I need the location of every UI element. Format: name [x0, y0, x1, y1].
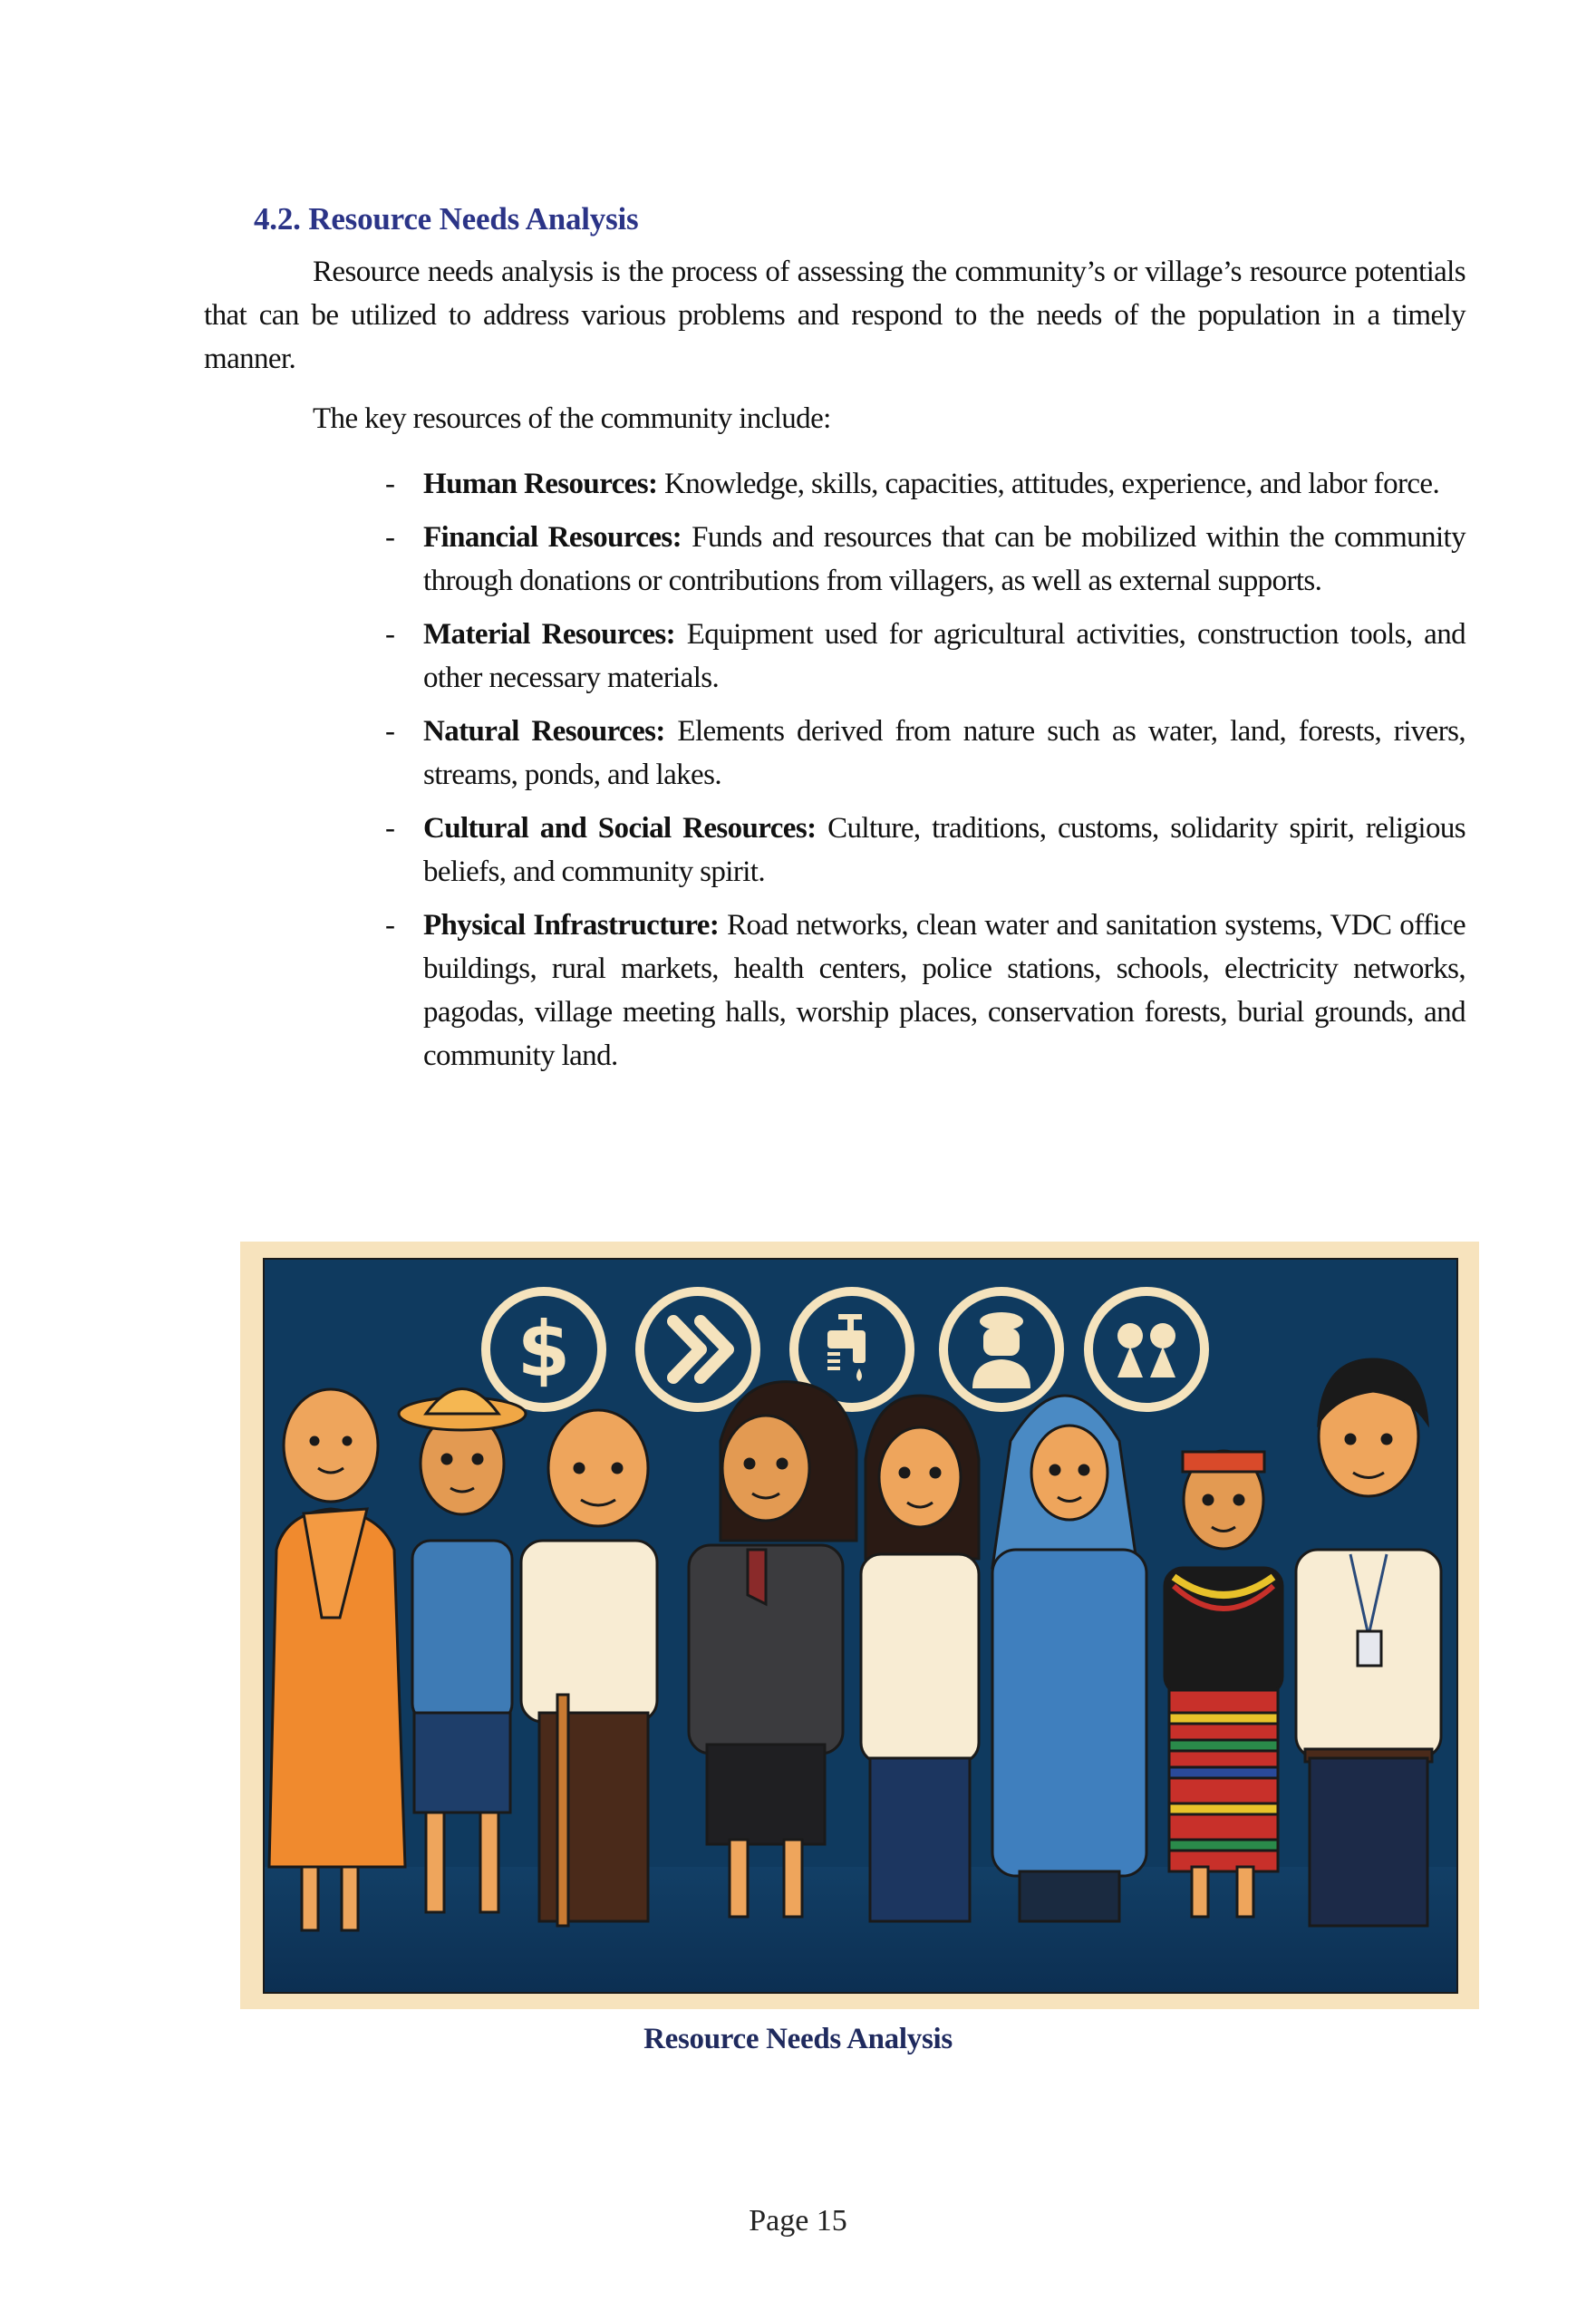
resource-term: Cultural and Social Resources: [423, 812, 817, 845]
figure-caption: Resource Needs Analysis [643, 2023, 953, 2055]
person-woman-hijab [992, 1396, 1146, 1921]
resource-description: Culture, traditions, customs, solidarity spirit, religious beliefs, and community spirit. [423, 812, 1466, 888]
list-item-material-resources [385, 613, 1465, 700]
list-item-human-resources [385, 462, 1465, 506]
community-illustration [240, 1242, 1479, 2009]
svg-text:$: $ [517, 1305, 571, 1394]
list-item-natural-resources [385, 710, 1465, 797]
list-item-physical-infrastructure [385, 904, 1465, 1078]
resource-list [385, 462, 1465, 1088]
bullet-dash: - [385, 618, 395, 651]
resource-description: Road networks, clean water and sanitation systems, VDC office buildings, rural markets, health centers, police stations, schools, electricity networks, pagodas, village meeting halls, worship places, conservation forests, burial grounds, and community land. [423, 909, 1466, 1072]
list-item-cultural-social-resources [385, 807, 1465, 894]
resource-description: Equipment used for agricultural activities, construction tools, and other necessary materials. [423, 618, 1466, 694]
person-man-badge [1296, 1359, 1441, 1926]
section-heading: 4.2. Resource Needs Analysis [254, 201, 639, 237]
resource-description: Elements derived from nature such as water, land, forests, rivers, streams, ponds, and lakes. [423, 715, 1465, 791]
list-item-financial-resources [385, 516, 1465, 603]
bullet-dash: - [385, 521, 395, 554]
resource-term: Financial Resources: [423, 521, 682, 554]
bullet-dash: - [385, 812, 395, 845]
resource-term: Physical Infrastructure: [423, 909, 720, 942]
intro-paragraph: Resource needs analysis is the process of assessing the community’s or village’s resource potentials that can be utilized to address various problems and respond to the needs of the population in a timely manner. [204, 256, 1465, 375]
resource-term: Material Resources: [423, 618, 676, 651]
page-number: Page 15 [749, 2204, 847, 2238]
resource-description: Funds and resources that can be mobilized within the community through donations or contributions from villagers, as well as external supports. [423, 521, 1465, 597]
bullet-dash: - [385, 715, 395, 748]
bullet-dash: - [385, 909, 395, 942]
bullet-dash: - [385, 468, 395, 500]
resource-term: Natural Resources: [423, 715, 665, 748]
person-young-woman [861, 1396, 979, 1921]
resource-description: Knowledge, skills, capacities, attitudes, experience, and labor force. [664, 468, 1440, 500]
list-intro: The key resources of the community include: [313, 402, 831, 435]
resource-term: Human Resources: [423, 468, 658, 500]
